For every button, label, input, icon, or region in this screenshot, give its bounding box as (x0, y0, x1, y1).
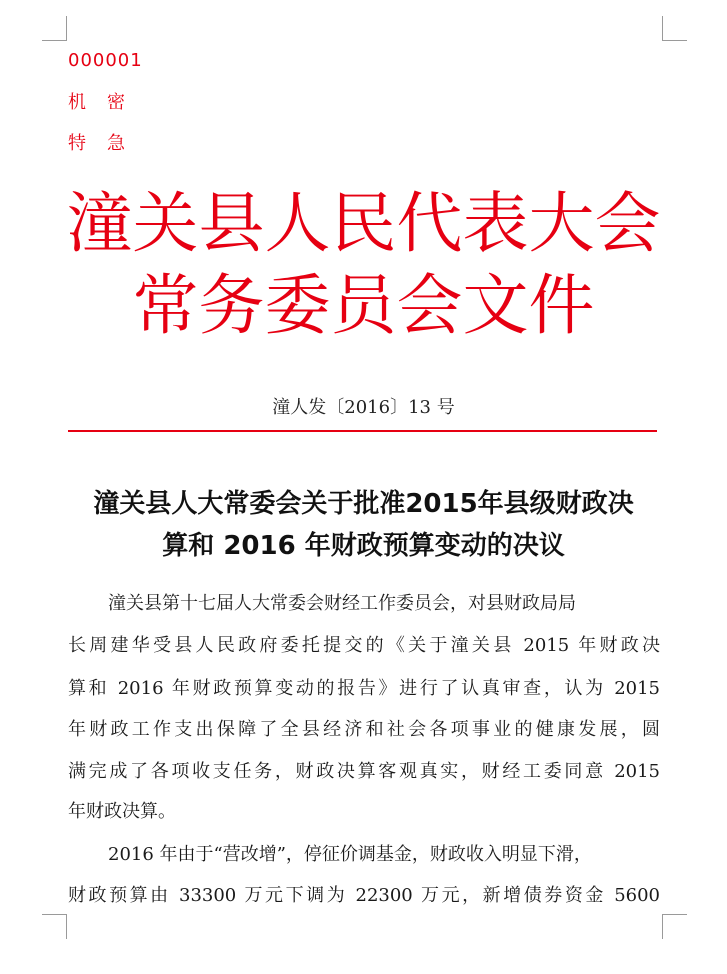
red-divider (68, 430, 657, 432)
body-line: 满完成了各项收支任务，财政决算客观真实，财经工委同意 2015 (68, 761, 660, 782)
document-number: 潼人发〔2016〕13 号 (272, 397, 455, 418)
crop-mark-top-right (662, 16, 687, 41)
body-line: 财政预算由 33300 万元下调为 22300 万元，新增债券资金 5600 (68, 885, 660, 906)
document-title-line-1: 潼关县人大常委会关于批准2015年县级财政决 (93, 489, 634, 519)
document-title-line-2: 算和 2016 年财政预算变动的决议 (162, 531, 565, 561)
urgency-level: 特急 (68, 133, 146, 154)
issuer-header-line-1: 潼关县人民代表大会 (66, 185, 661, 262)
body-line: 长周建华受县人民政府委托提交的《关于潼关县 2015 年财政决 (68, 635, 660, 656)
serial-number: 000001 (68, 50, 143, 71)
body-line: 潼关县第十七届人大常委会财经工作委员会，对县财政局局 (108, 593, 576, 614)
body-line: 年财政工作支出保障了全县经济和社会各项事业的健康发展，圆 (68, 719, 660, 740)
crop-mark-top-left (42, 16, 67, 41)
crop-mark-bottom-left (42, 914, 67, 939)
issuer-header-line-2: 常务委员会文件 (132, 267, 595, 344)
body-line: 算和 2016 年财政预算变动的报告》进行了认真审查，认为 2015 (68, 678, 660, 699)
secrecy-level: 机密 (68, 92, 146, 113)
crop-mark-bottom-right (662, 914, 687, 939)
body-line: 年财政决算。 (68, 801, 176, 822)
body-line: 2016 年由于“营改增”，停征价调基金，财政收入明显下滑， (108, 844, 592, 865)
